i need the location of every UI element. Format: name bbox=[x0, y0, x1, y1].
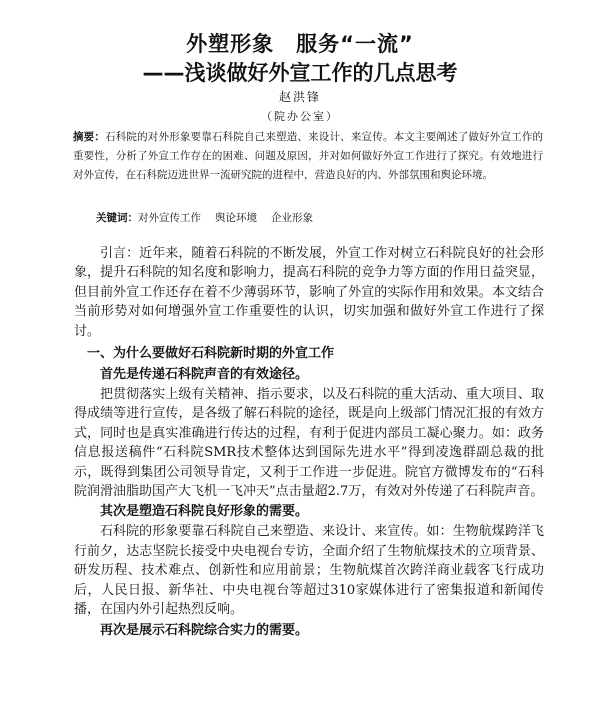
keyword: 企业形象 bbox=[271, 212, 313, 224]
article-subtitle: ——浅谈做好外宣工作的几点思考 bbox=[142, 61, 458, 85]
abstract-text: 石科院的对外形象要靠石科院自己来塑造、来设计、来宣传。本文主要阐述了做好外宣工作的重要性，分析了外宣工作存在的困难、问题及原因，并对如何做好外宣工作进行了探究。有效地进行对外宣传，在石科院迈进世界一流研究院的进程中，营造良好的内、外部氛围和舆论环境。 bbox=[73, 131, 544, 181]
subsection-heading: 再次是展示石科院综合实力的需要。 bbox=[100, 622, 309, 638]
body-paragraph: 把贯彻落实上级有关精神、指示要求，以及石科院的重大活动、重大项目、取得成绩等进行宣传，是各级了解石科院的途径，既是向上级部门情况汇报的有效方式，同时也是真实准确进行传达的过程，有利于促进内部员工凝心聚力。如：政务信息报送稿件“石科院SMR技术整体达到国际先进水平”得到凌逸群副总裁的批示，既得到集团公司领导肯定，又利于工作进一步促进。院官方微博发布的“石科院润滑油脂助国产大飞机一飞冲天”点击量超2.7万，有效对外传递了石科院声音。 bbox=[74, 387, 544, 500]
abstract bbox=[73, 128, 543, 185]
subsection-heading: 其次是塑造石科院良好形象的需要。 bbox=[100, 504, 309, 520]
intro-paragraph: 引言：近年来，随着石科院的不断发展，外宣工作对树立石科院良好的社会形象，提升石科院的知名度和影响力，提高石科院的竞争力等方面的作用日益突显，但目前外宣工作还存在着不少薄弱环节，影响了外宣的实际作用和效果。本文结合当前形势对如何增强外宣工作重要性的认识，切实加强和做好外宣工作进行了探讨。 bbox=[74, 246, 544, 339]
article-body bbox=[74, 244, 544, 641]
body-paragraph: 石科院的形象要靠石科院自己来塑造、来设计、来宣传。如：生物航煤跨洋飞行前夕，达志坚院长接受中央电视台专访，全面介绍了生物航煤技术的立项背景、研发历程、技术难点、创新性和应用前景；生物航煤首次跨洋商业载客飞行成功后，人民日报、新华社、中央电视台等超过310家媒体进行了密集报道和新闻传播，在国内外引起热烈反响。 bbox=[74, 524, 544, 618]
author-name: 赵洪锋 bbox=[278, 90, 321, 104]
author-affiliation: （院办公室） bbox=[261, 110, 339, 123]
keywords-label: 关键词： bbox=[96, 212, 138, 224]
subsection-heading: 首先是传递石科院声音的有效途径。 bbox=[100, 367, 309, 383]
keyword: 舆论环境 bbox=[215, 212, 257, 224]
keywords bbox=[96, 210, 327, 225]
section-heading: 一、为什么要做好石科院新时期的外宣工作 bbox=[87, 346, 335, 362]
keyword: 对外宣传工作 bbox=[138, 212, 201, 224]
abstract-label: 摘要： bbox=[73, 131, 106, 143]
article-title: 外塑形象 服务“一流” bbox=[186, 32, 414, 56]
